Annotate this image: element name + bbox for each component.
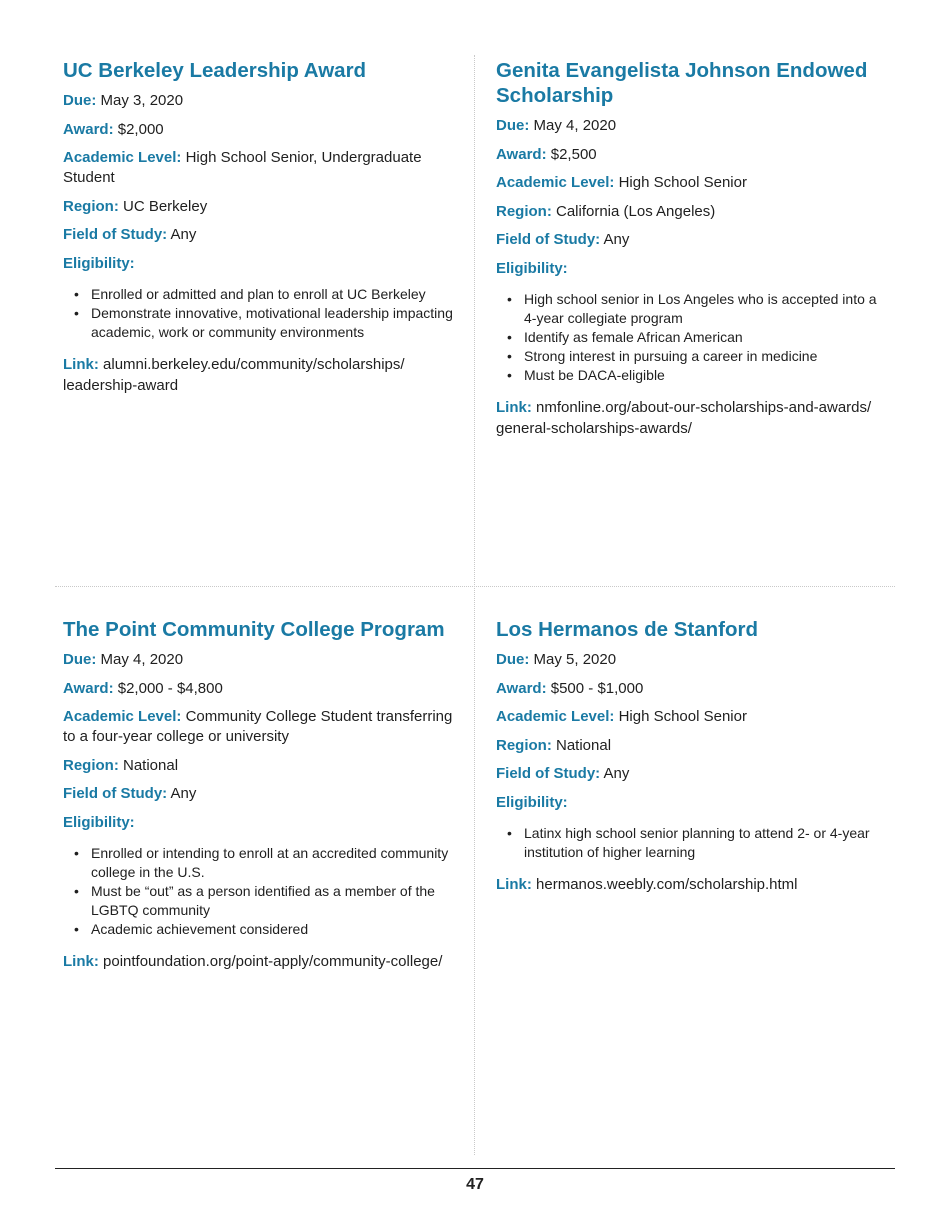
- award-value: $2,500: [550, 145, 597, 163]
- academic-level-row: [63, 148, 458, 188]
- region-label: Region:: [496, 202, 552, 220]
- academic-level-value: High School Senior: [618, 174, 747, 191]
- eligibility-item: • High school senior in Los Angeles who is accepted into a 4-year collegiate program: [524, 290, 891, 328]
- page-number: 47: [466, 1176, 484, 1193]
- region-value: National: [556, 736, 612, 754]
- link-url[interactable]: alumni.berkeley.edu/community/scholarships/ leadership-award: [63, 355, 405, 394]
- eligibility-list: [496, 290, 891, 385]
- eligibility-list: [63, 285, 458, 342]
- due-row: [63, 650, 458, 670]
- row-divider: [55, 586, 895, 587]
- academic-level-label: Academic Level:: [496, 708, 615, 725]
- award-label: Award:: [496, 679, 547, 697]
- field-of-study-value: Any: [603, 231, 630, 248]
- eligibility-label: Eligibility:: [63, 254, 135, 272]
- academic-level-value: High School Senior: [618, 708, 747, 725]
- eligibility-item: • Enrolled or admitted and plan to enroll at UC Berkeley: [91, 285, 458, 304]
- field-of-study-row: [63, 225, 458, 245]
- field-of-study-row: [63, 784, 458, 804]
- region-value: UC Berkeley: [123, 197, 208, 215]
- award-value: $500 - $1,000: [550, 679, 644, 697]
- region-row: [496, 202, 891, 222]
- due-label: Due:: [63, 92, 97, 109]
- due-value: May 4, 2020: [533, 117, 617, 134]
- academic-level-value: High School Senior, Undergraduate Student: [63, 149, 422, 186]
- due-label: Due:: [63, 651, 97, 668]
- scholarship-card: [496, 58, 891, 439]
- field-of-study-value: Any: [170, 226, 197, 243]
- eligibility-label: Eligibility:: [496, 793, 568, 811]
- award-row: [496, 145, 891, 165]
- award-row: [63, 679, 458, 699]
- award-value: $2,000: [117, 120, 164, 138]
- award-row: [63, 120, 458, 140]
- due-row: [496, 116, 891, 136]
- scholarship-title: UC Berkeley Leadership Award: [63, 59, 367, 82]
- academic-level-label: Academic Level:: [496, 174, 615, 191]
- scholarship-title: Los Hermanos de Stanford: [496, 618, 758, 641]
- link-label: Link:: [63, 355, 99, 373]
- eligibility-item: • Identify as female African American: [524, 328, 891, 347]
- link-row: [496, 397, 891, 439]
- award-label: Award:: [63, 120, 114, 138]
- region-label: Region:: [63, 197, 119, 215]
- link-row: [63, 354, 458, 396]
- eligibility-list: [496, 824, 891, 862]
- due-row: [63, 91, 458, 111]
- academic-level-row: [63, 707, 458, 747]
- eligibility-item: • Strong interest in pursuing a career in medicine: [524, 347, 891, 366]
- field-of-study-label: Field of Study:: [496, 231, 601, 248]
- eligibility-label: Eligibility:: [496, 259, 568, 277]
- scholarship-card: [63, 58, 458, 396]
- academic-level-label: Academic Level:: [63, 708, 182, 725]
- scholarship-title: Genita Evangelista Johnson Endowed Scholarship: [496, 59, 868, 107]
- link-url[interactable]: nmfonline.org/about-our-scholarships-and-awards/ general-scholarships-awards/: [496, 398, 872, 437]
- field-of-study-row: [496, 764, 891, 784]
- due-value: May 4, 2020: [100, 651, 184, 668]
- eligibility-item: • Must be DACA-eligible: [524, 366, 891, 385]
- footer-rule: [55, 1168, 895, 1169]
- link-label: Link:: [63, 952, 99, 970]
- due-label: Due:: [496, 651, 530, 668]
- link-row: [63, 951, 458, 972]
- scholarship-card: [63, 617, 458, 972]
- region-row: [496, 736, 891, 756]
- eligibility-item: • Demonstrate innovative, motivational leadership impacting academic, work or community environments: [91, 304, 458, 342]
- eligibility-item: • Must be “out” as a person identified as a member of the LGBTQ community: [91, 882, 458, 920]
- eligibility-list: [63, 844, 458, 939]
- region-label: Region:: [63, 756, 119, 774]
- link-label: Link:: [496, 398, 532, 416]
- field-of-study-label: Field of Study:: [63, 785, 168, 802]
- link-url[interactable]: pointfoundation.org/point-apply/community-college/: [103, 952, 443, 970]
- region-label: Region:: [496, 736, 552, 754]
- region-value: National: [123, 756, 179, 774]
- academic-level-label: Academic Level:: [63, 149, 182, 166]
- award-value: $2,000 - $4,800: [117, 679, 223, 697]
- field-of-study-value: Any: [603, 765, 630, 782]
- field-of-study-label: Field of Study:: [496, 765, 601, 782]
- award-label: Award:: [63, 679, 114, 697]
- field-of-study-value: Any: [170, 785, 197, 802]
- academic-level-value: Community College Student transferring to a four-year college or university: [63, 708, 453, 745]
- region-row: [63, 197, 458, 217]
- field-of-study-label: Field of Study:: [63, 226, 168, 243]
- due-value: May 5, 2020: [533, 651, 617, 668]
- eligibility-item: • Latinx high school senior planning to attend 2- or 4-year institution of higher learning: [524, 824, 891, 862]
- region-row: [63, 756, 458, 776]
- due-value: May 3, 2020: [100, 92, 184, 109]
- award-label: Award:: [496, 145, 547, 163]
- region-value: California (Los Angeles): [556, 202, 716, 220]
- link-label: Link:: [496, 875, 532, 893]
- link-row: [496, 874, 891, 895]
- due-row: [496, 650, 891, 670]
- academic-level-row: [496, 173, 891, 193]
- field-of-study-row: [496, 230, 891, 250]
- due-label: Due:: [496, 117, 530, 134]
- link-url[interactable]: hermanos.weebly.com/scholarship.html: [536, 875, 798, 893]
- award-row: [496, 679, 891, 699]
- eligibility-item: • Enrolled or intending to enroll at an accredited community college in the U.S.: [91, 844, 458, 882]
- scholarship-card: [496, 617, 891, 895]
- column-divider: [474, 55, 475, 1155]
- eligibility-label: Eligibility:: [63, 813, 135, 831]
- scholarship-title: The Point Community College Program: [63, 618, 445, 641]
- academic-level-row: [496, 707, 891, 727]
- eligibility-item: • Academic achievement considered: [91, 920, 458, 939]
